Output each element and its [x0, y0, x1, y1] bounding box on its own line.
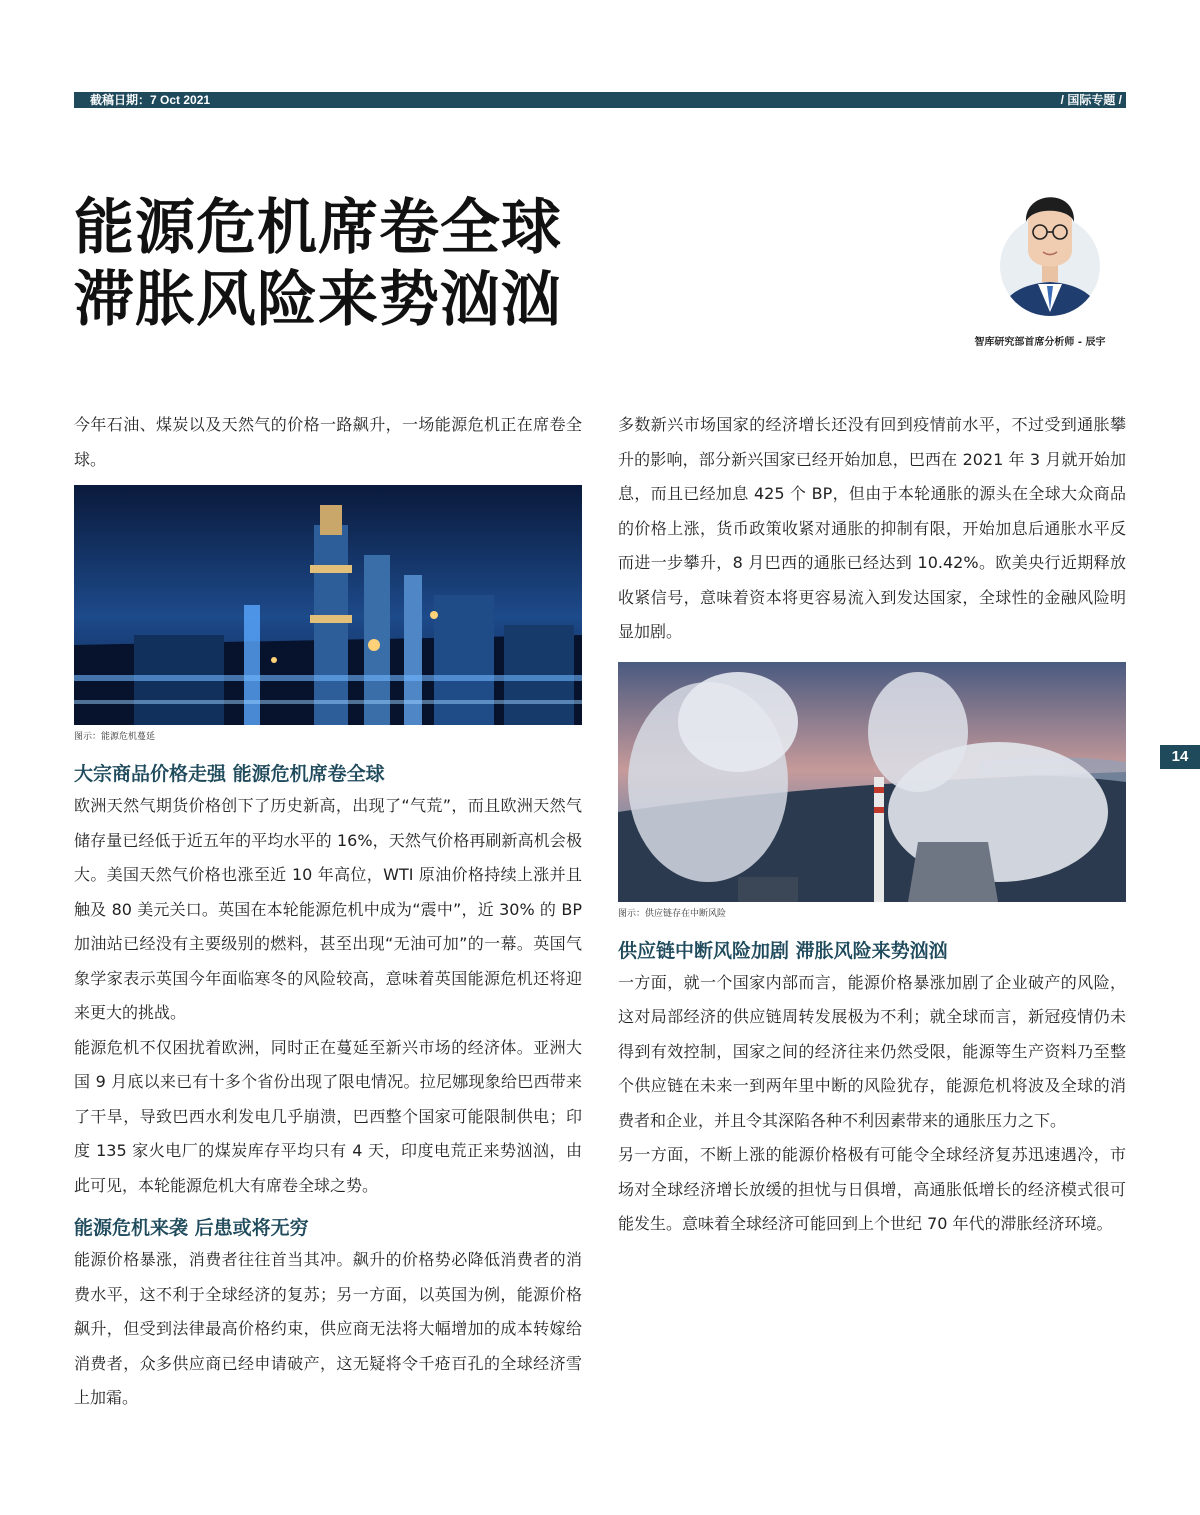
author-photo	[988, 180, 1112, 328]
left-column	[74, 408, 582, 1416]
section1-paragraph-2: 能源危机不仅困扰着欧洲，同时正在蔓延至新兴市场的经济体。亚洲大国 9 月底以来已有十多个省份出现了限电情况。拉尼娜现象给巴西带来了干旱，导致巴西水利发电几乎崩溃，巴西整个国家可能限制供电；印度 135 家火电厂的煤炭库存平均只有 4 天，印度电荒正来势汹汹，由此可见，本轮能源危机大有席卷全球之势。	[74, 1037, 582, 1195]
section-label: / 国际专题 /	[1060, 93, 1122, 107]
deadline-date: 截稿日期：7 Oct 2021	[90, 93, 211, 107]
header-bar	[74, 92, 1126, 108]
section3-paragraph-2: 另一方面，不断上涨的能源价格极有可能令全球经济复苏迅速遇冷，市场对全球经济增长放缓的担忧与日俱增，高通胀低增长的经济模式很可能发生。意味着全球经济可能回到上个世纪 70 年代的滞胀经济环境。	[618, 1145, 1126, 1233]
page-number-tab: 14	[1160, 745, 1200, 769]
section3-heading: 供应链中断风险加剧 滞胀风险来势汹汹	[618, 939, 948, 962]
section2-heading: 能源危机来袭 后患或将无穷	[74, 1217, 309, 1239]
figure2-caption: 图示：供应链存在中断风险	[618, 908, 727, 919]
refinery-night-image	[74, 485, 582, 725]
section1-paragraph-1: 欧洲天然气期货价格创下了历史新高，出现了“气荒”，而且欧洲天然气储存量已经低于近五年的平均水平的 16%，天然气价格再刷新高机会极大。美国天然气价格也涨至近 10 年高位，WTI 原油价格持续上涨并且触及 80 美元关口。英国在本轮能源危机中成为“震中”，近 30% 的 BP 加油站已经没有主要级别的燃料，甚至出现“无油可加”的一幕。英国气象学家表示英国今年面临寒冬的风险较高，意味着英国能源危机还将迎来更大的挑战。	[74, 796, 582, 1022]
title-line-2: 滞胀风险来势汹汹	[74, 265, 562, 335]
right-paragraph-1: 多数新兴市场国家的经济增长还没有回到疫情前水平，不过受到通胀攀升的影响，部分新兴国家已经开始加息，巴西在 2021 年 3 月就开始加息，而且已经加息 425 个 BP，但由于本轮通胀的源头在全球大众商品的价格上涨，货币政策收紧对通胀的抑制有限，开始加息后通胀水平反而进一步攀升，8 月巴西的通胀已经达到 10.42%。欧美央行近期释放收紧信号，意味着资本将更容易流入到发达国家，全球性的金融风险明显加剧。	[618, 415, 1126, 641]
article-title	[74, 192, 634, 336]
title-line-1: 能源危机席卷全球	[74, 193, 562, 263]
section2-paragraph-1: 能源价格暴涨，消费者往往首当其冲。飙升的价格势必降低消费者的消费水平，这不利于全球经济的复苏；另一方面，以英国为例，能源价格飙升，但受到法律最高价格约束，供应商无法将大幅增加的成本转嫁给消费者，众多供应商已经申请破产，这无疑将令千疮百孔的全球经济雪上加霜。	[74, 1250, 582, 1407]
power-plant-smoke-image	[618, 662, 1126, 902]
author-caption: 智库研究部首席分析师 - 辰宇	[974, 337, 1106, 348]
section1-heading: 大宗商品价格走强 能源危机席卷全球	[74, 763, 385, 785]
figure1-caption: 图示：能源危机蔓延	[74, 732, 156, 742]
right-column	[618, 408, 1126, 1242]
intro-paragraph: 今年石油、煤炭以及天然气的价格一路飙升，一场能源危机正在席卷全球。	[74, 415, 582, 469]
section3-paragraph-1: 一方面，就一个国家内部而言，能源价格暴涨加剧了企业破产的风险，这对局部经济的供应链周转发展极为不利；就全球而言，新冠疫情仍未得到有效控制，国家之间的经济往来仍然受限，能源等生产资料乃至整个供应链在未来一到两年里中断的风险犹存，能源危机将波及全球的消费者和企业，并且令其深陷各种不利因素带来的通胀压力之下。	[618, 972, 1126, 1130]
